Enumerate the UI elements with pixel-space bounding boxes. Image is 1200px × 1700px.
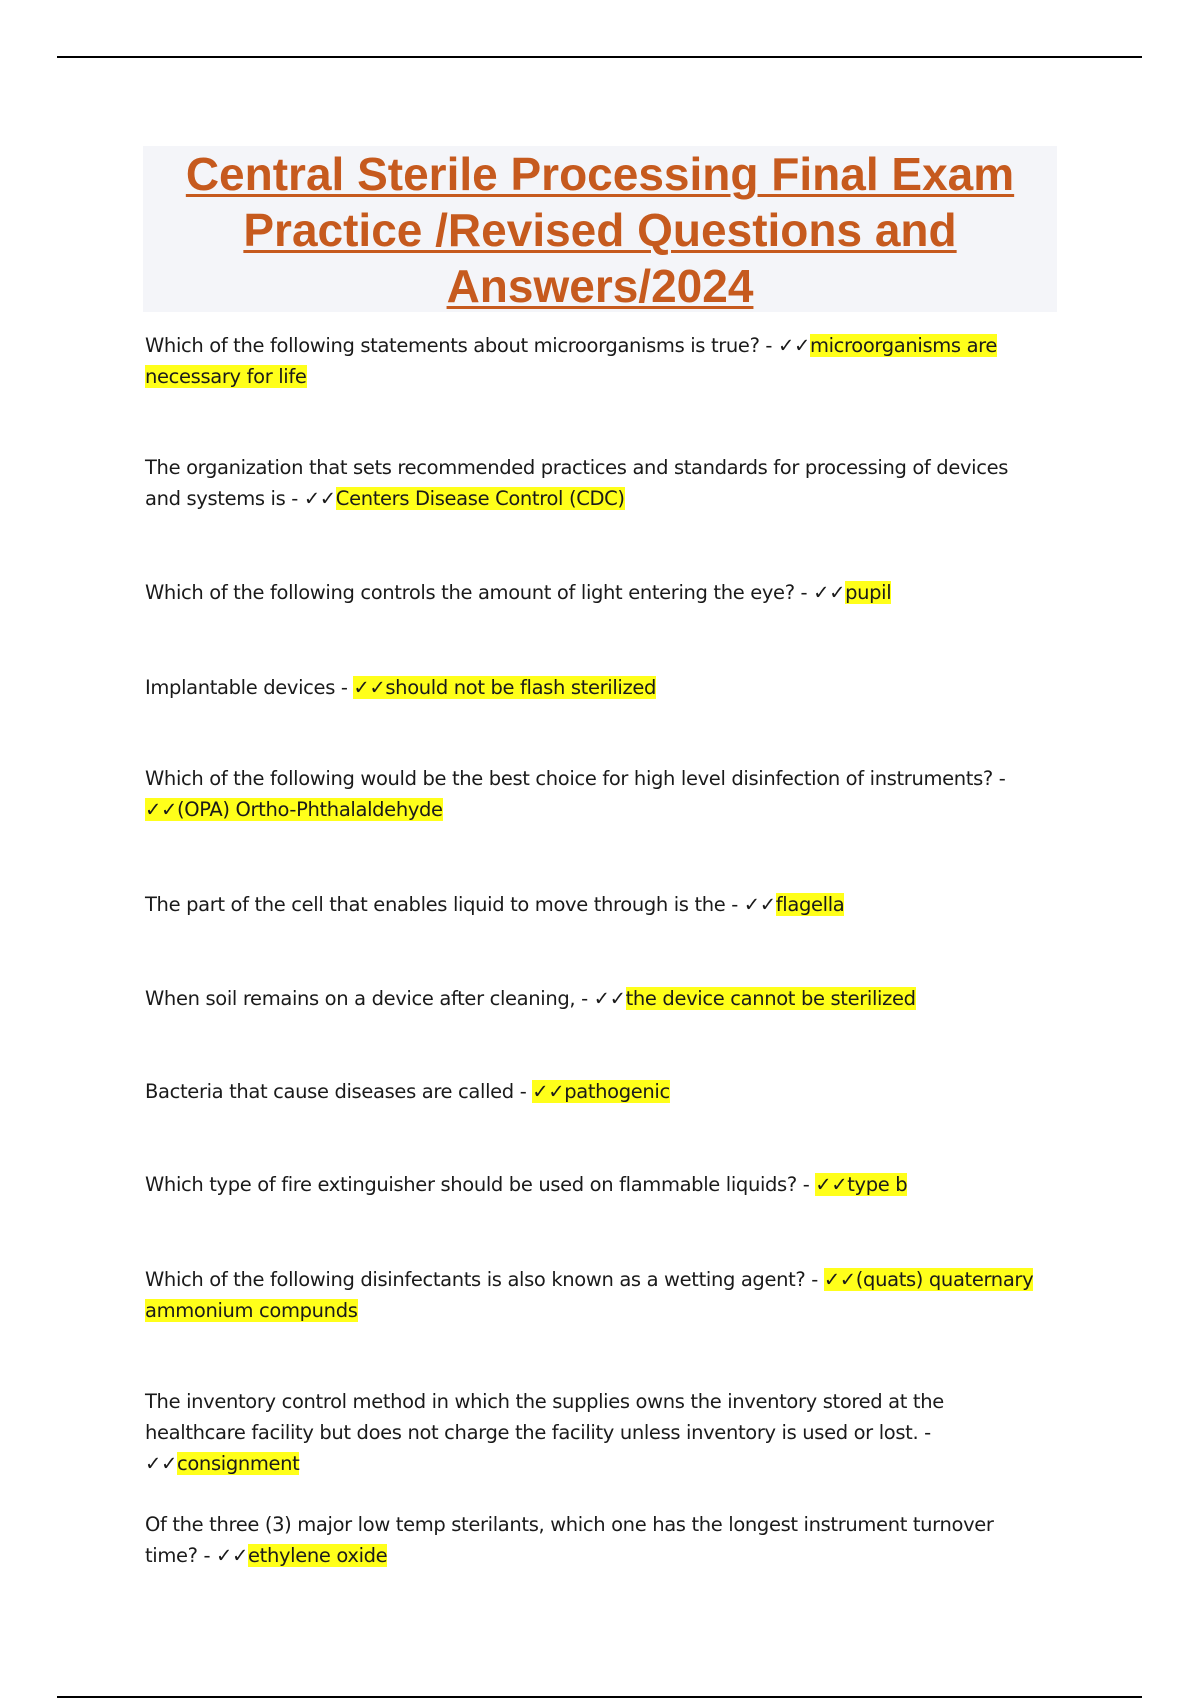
check-mark: ✓✓ <box>216 1543 249 1567</box>
qa-item <box>145 1169 1035 1200</box>
question-text: The inventory control method in which the supplies owns the inventory stored at the healthcare facility but does not charge the facility unless inventory is used or lost. <box>145 1389 944 1444</box>
separator: - <box>759 333 778 357</box>
check-mark: ✓✓ <box>777 333 810 357</box>
separator: - <box>794 580 814 604</box>
separator: - <box>992 766 1006 790</box>
answer-block <box>145 798 443 821</box>
separator: - <box>796 1172 816 1196</box>
qa-item <box>145 983 1035 1014</box>
separator: - <box>575 986 594 1010</box>
answer-text: (quats) quaternary ammonium compunds <box>145 1267 1034 1322</box>
answer-text: pupil <box>845 580 892 604</box>
separator: - <box>285 486 304 510</box>
qa-item <box>145 763 1035 825</box>
qa-item <box>145 1264 1035 1326</box>
qa-item <box>145 577 1035 608</box>
check-mark: ✓✓ <box>823 1267 856 1291</box>
question-text: Which type of fire extinguisher should be used on flammable liquids? <box>145 1172 797 1196</box>
question-text: Which of the following would be the best choice for high level disinfection of instruments? <box>145 766 993 790</box>
answer-text: flagella <box>775 892 845 916</box>
qa-item <box>145 889 1035 920</box>
check-mark: ✓✓ <box>532 1079 565 1103</box>
check-mark: ✓✓ <box>145 1451 177 1475</box>
title-box <box>143 146 1057 312</box>
question-text: Which of the following disinfectants is also known as a wetting agent? <box>145 1267 806 1291</box>
answer-text: should not be flash sterilized <box>385 675 657 699</box>
separator: - <box>335 675 354 699</box>
top-rule <box>57 56 1142 58</box>
answer-text: microorganisms are necessary for life <box>145 333 998 388</box>
answer-text: ethylene oxide <box>248 1543 388 1567</box>
qa-item <box>145 1386 1035 1479</box>
answer-text: the device cannot be sterilized <box>625 986 916 1010</box>
check-mark: ✓✓ <box>303 486 336 510</box>
check-mark: ✓✓ <box>815 1172 848 1196</box>
check-mark: ✓✓ <box>353 675 386 699</box>
check-mark: ✓✓ <box>593 986 626 1010</box>
separator: - <box>918 1420 931 1444</box>
separator: - <box>513 1079 533 1103</box>
question-text: Of the three (3) major low temp sterilants, which one has the longest instrument turnover time? <box>145 1512 994 1567</box>
answer-block <box>815 1173 907 1196</box>
separator: - <box>725 892 744 916</box>
question-text: The part of the cell that enables liquid to move through is the <box>145 892 726 916</box>
check-mark: ✓✓ <box>743 892 776 916</box>
qa-item <box>145 330 1035 392</box>
qa-item <box>145 1076 1035 1107</box>
answer-text: (OPA) Ortho-Phthalaldehyde <box>176 797 443 821</box>
document-title: Central Sterile Processing Final Exam Practice /Revised Questions and Answers/2024 <box>185 148 1015 312</box>
qa-item <box>145 452 1035 514</box>
answer-text: type b <box>847 1172 908 1196</box>
question-text: Implantable devices <box>145 675 335 699</box>
answer-block <box>532 1080 670 1103</box>
question-text: Bacteria that cause diseases are called <box>145 1079 514 1103</box>
check-mark: ✓✓ <box>145 797 177 821</box>
answer-block <box>353 676 656 699</box>
question-text: Which of the following controls the amount of light entering the eye? <box>145 580 795 604</box>
answer-text: consignment <box>176 1451 300 1475</box>
qa-item <box>145 672 1035 703</box>
bottom-rule <box>57 1696 1142 1698</box>
answer-text: pathogenic <box>564 1079 670 1103</box>
check-mark: ✓✓ <box>813 580 846 604</box>
question-text: Which of the following statements about microorganisms is true? <box>145 333 760 357</box>
answer-text: Centers Disease Control (CDC) <box>335 486 625 510</box>
qa-item <box>145 1509 1035 1571</box>
separator: - <box>197 1543 217 1567</box>
question-text: The organization that sets recommended practices and standards for processing of devices and systems is <box>145 455 1009 510</box>
question-text: When soil remains on a device after cleaning, <box>145 986 576 1010</box>
separator: - <box>805 1267 824 1291</box>
